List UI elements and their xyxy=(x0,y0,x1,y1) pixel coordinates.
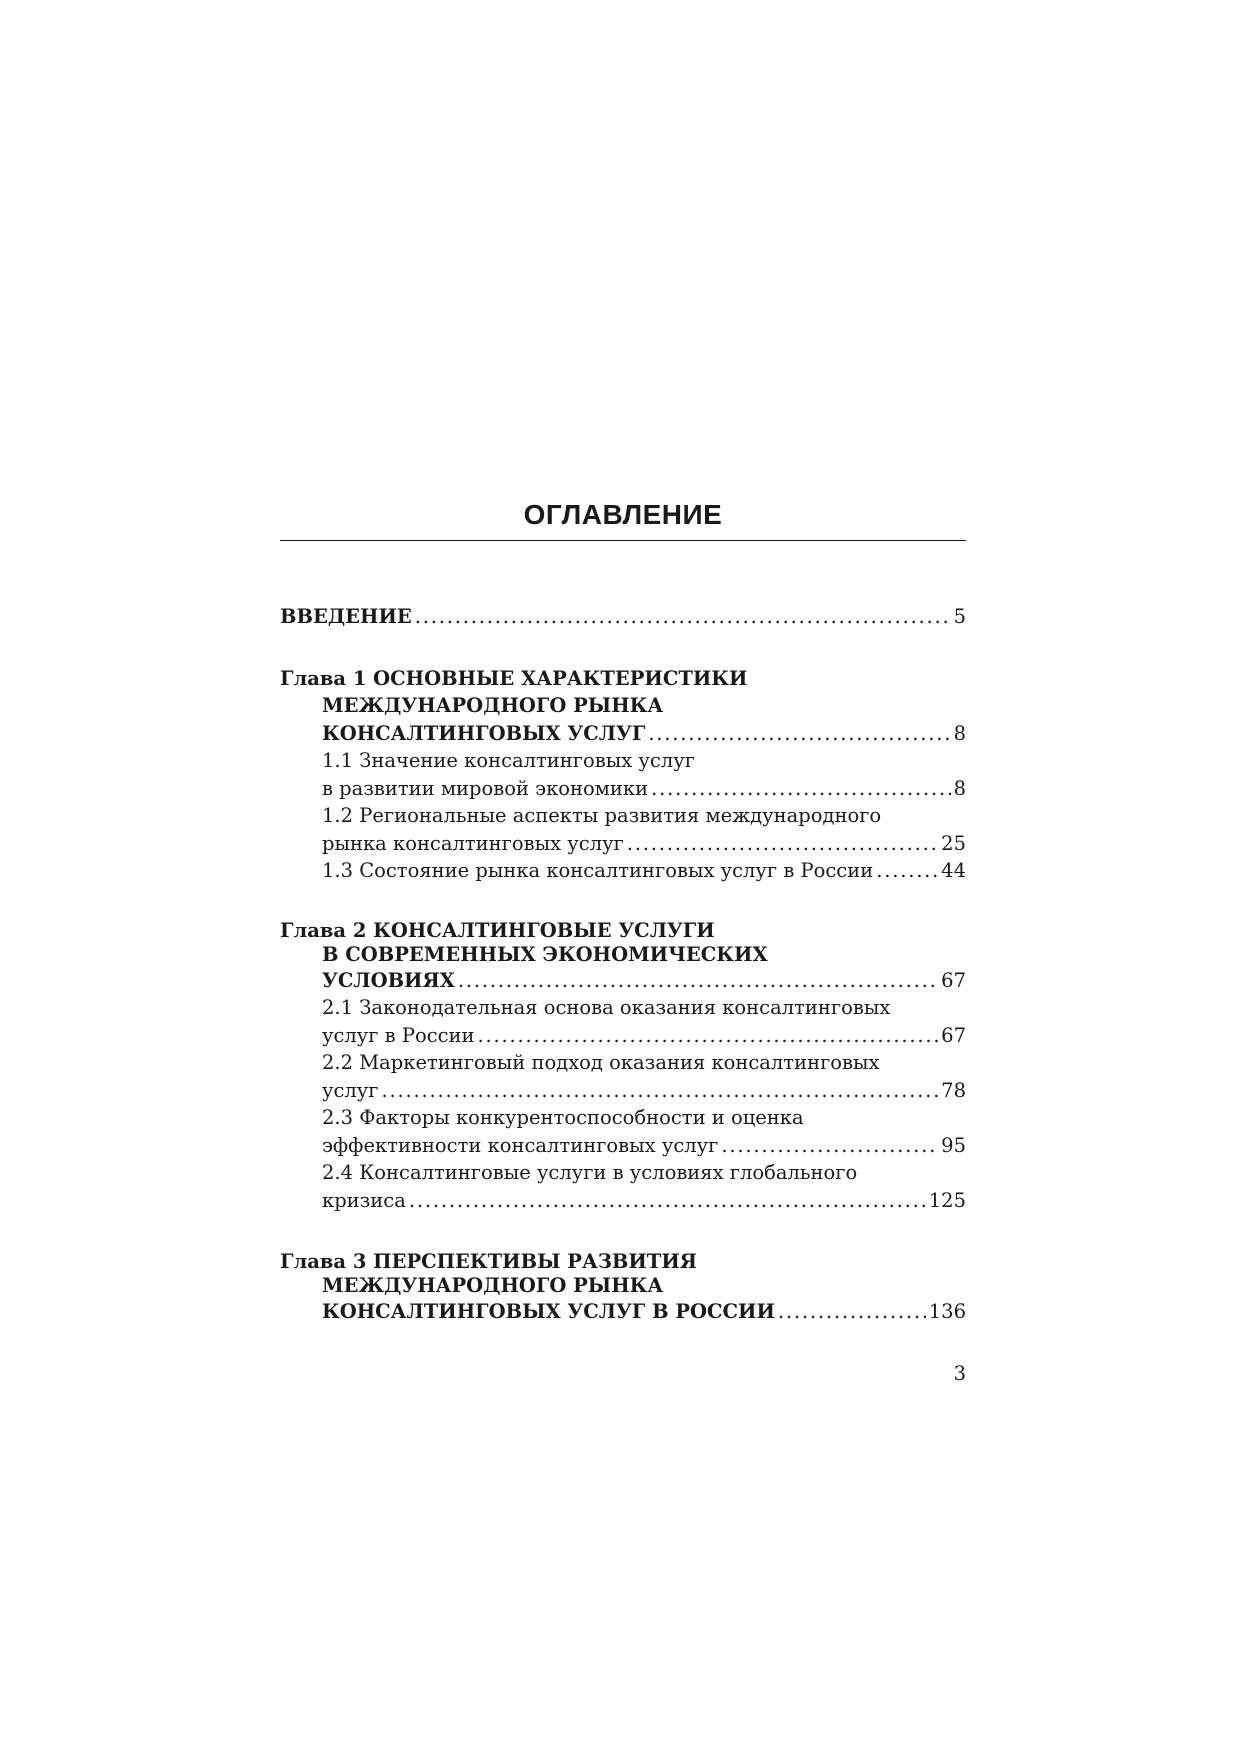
toc-chapter-2 xyxy=(280,919,966,1215)
section-title-line[interactable]: 2.3 Факторы конкурентоспособности и оценка xyxy=(322,1106,804,1129)
toc-list xyxy=(280,603,966,1326)
toc-entry-title: 1.3 Состояние рынка консалтинговых услуг в России xyxy=(322,859,874,882)
toc-chapter-3 xyxy=(280,1250,966,1326)
toc-entry-intro[interactable] xyxy=(280,603,966,631)
section-list xyxy=(280,747,966,885)
section-title-line[interactable]: 1.1 Значение консалтинговых услуг xyxy=(322,749,695,772)
toc-page-number: 25 xyxy=(941,831,966,855)
toc-entry-section-2-1[interactable] xyxy=(280,1022,966,1050)
chapter-title-line[interactable]: В СОВРЕМЕННЫХ ЭКОНОМИЧЕСКИХ xyxy=(322,942,768,966)
dot-leader xyxy=(721,1132,938,1160)
toc-entry-title: рынка консалтинговых услуг xyxy=(322,831,624,855)
toc-entry-title: услуг в России xyxy=(322,1023,475,1047)
toc-entry-title: кризиса xyxy=(322,1188,406,1212)
chapter-title-line[interactable]: Глава 2 КОНСАЛТИНГОВЫЕ УСЛУГИ xyxy=(280,918,715,942)
toc-entry-section-1-2[interactable] xyxy=(280,830,966,858)
dot-leader xyxy=(651,775,950,803)
title-divider xyxy=(280,540,966,541)
chapter-title-line[interactable]: МЕЖДУНАРОДНОГО РЫНКА xyxy=(322,694,664,717)
toc-page-number: 8 xyxy=(953,721,966,745)
chapter-title-line[interactable]: МЕЖДУНАРОДНОГО РЫНКА xyxy=(322,1274,664,1297)
dot-leader xyxy=(478,1022,939,1050)
toc-entry-section-2-3[interactable] xyxy=(280,1132,966,1160)
toc-page-number: 95 xyxy=(941,1133,966,1157)
toc-page-number: 78 xyxy=(941,1078,966,1102)
dot-leader xyxy=(415,603,951,631)
dot-leader xyxy=(876,857,938,885)
section-title-line[interactable]: 2.1 Законодательная основа оказания консалтинговых xyxy=(322,996,891,1019)
toc-entry-chapter-2[interactable] xyxy=(280,967,966,995)
toc-entry-section-2-2[interactable] xyxy=(280,1077,966,1105)
toc-entry-section-1-1[interactable] xyxy=(280,775,966,803)
toc-entry-title: ВВЕДЕНИЕ xyxy=(280,605,412,628)
toc-entry-title: КОНСАЛТИНГОВЫХ УСЛУГ В РОССИИ xyxy=(322,1300,775,1323)
table-of-contents-page xyxy=(280,495,966,1360)
toc-page-number: 136 xyxy=(928,1300,966,1323)
toc-page-number: 44 xyxy=(941,859,966,882)
toc-page-number: 8 xyxy=(953,776,966,800)
toc-entry-title: услуг xyxy=(322,1078,379,1102)
dot-leader xyxy=(381,1077,938,1105)
toc-entry-chapter-3[interactable] xyxy=(280,1298,966,1326)
toc-entry-title: в развитии мировой экономики xyxy=(322,776,649,800)
page-number-footer: 3 xyxy=(953,1362,966,1385)
toc-entry-section-2-4[interactable] xyxy=(280,1187,966,1215)
section-title-line[interactable]: 2.2 Маркетинговый подход оказания консалтинговых xyxy=(322,1051,880,1074)
toc-entry-title: УСЛОВИЯХ xyxy=(322,968,455,992)
toc-entry-title: эффективности консалтинговых услуг xyxy=(322,1133,719,1157)
page-title: ОГЛАВЛЕНИЕ xyxy=(523,499,723,530)
dot-leader xyxy=(458,967,938,995)
chapter-title-line[interactable]: Глава 3 ПЕРСПЕКТИВЫ РАЗВИТИЯ xyxy=(280,1250,697,1273)
dot-leader xyxy=(648,720,950,748)
section-title-line[interactable]: 2.4 Консалтинговые услуги в условиях глобального xyxy=(322,1161,858,1184)
toc-page-number: 67 xyxy=(941,968,966,992)
toc-entry-chapter-1[interactable] xyxy=(280,720,966,748)
section-title-line[interactable]: 1.2 Региональные аспекты развития международного xyxy=(322,804,882,827)
toc-intro xyxy=(280,603,966,631)
toc-page-number: 125 xyxy=(928,1188,966,1212)
dot-leader xyxy=(627,830,938,858)
dot-leader xyxy=(409,1187,926,1215)
toc-page-number: 67 xyxy=(941,1023,966,1047)
toc-chapter-1 xyxy=(280,665,966,885)
toc-entry-title: КОНСАЛТИНГОВЫХ УСЛУГ xyxy=(322,721,646,745)
toc-entry-section-1-3[interactable] xyxy=(280,857,966,885)
dot-leader xyxy=(778,1298,926,1326)
toc-page-number: 5 xyxy=(953,605,966,628)
section-list xyxy=(280,994,966,1214)
chapter-title-line[interactable]: Глава 1 ОСНОВНЫЕ ХАРАКТЕРИСТИКИ xyxy=(280,666,748,690)
